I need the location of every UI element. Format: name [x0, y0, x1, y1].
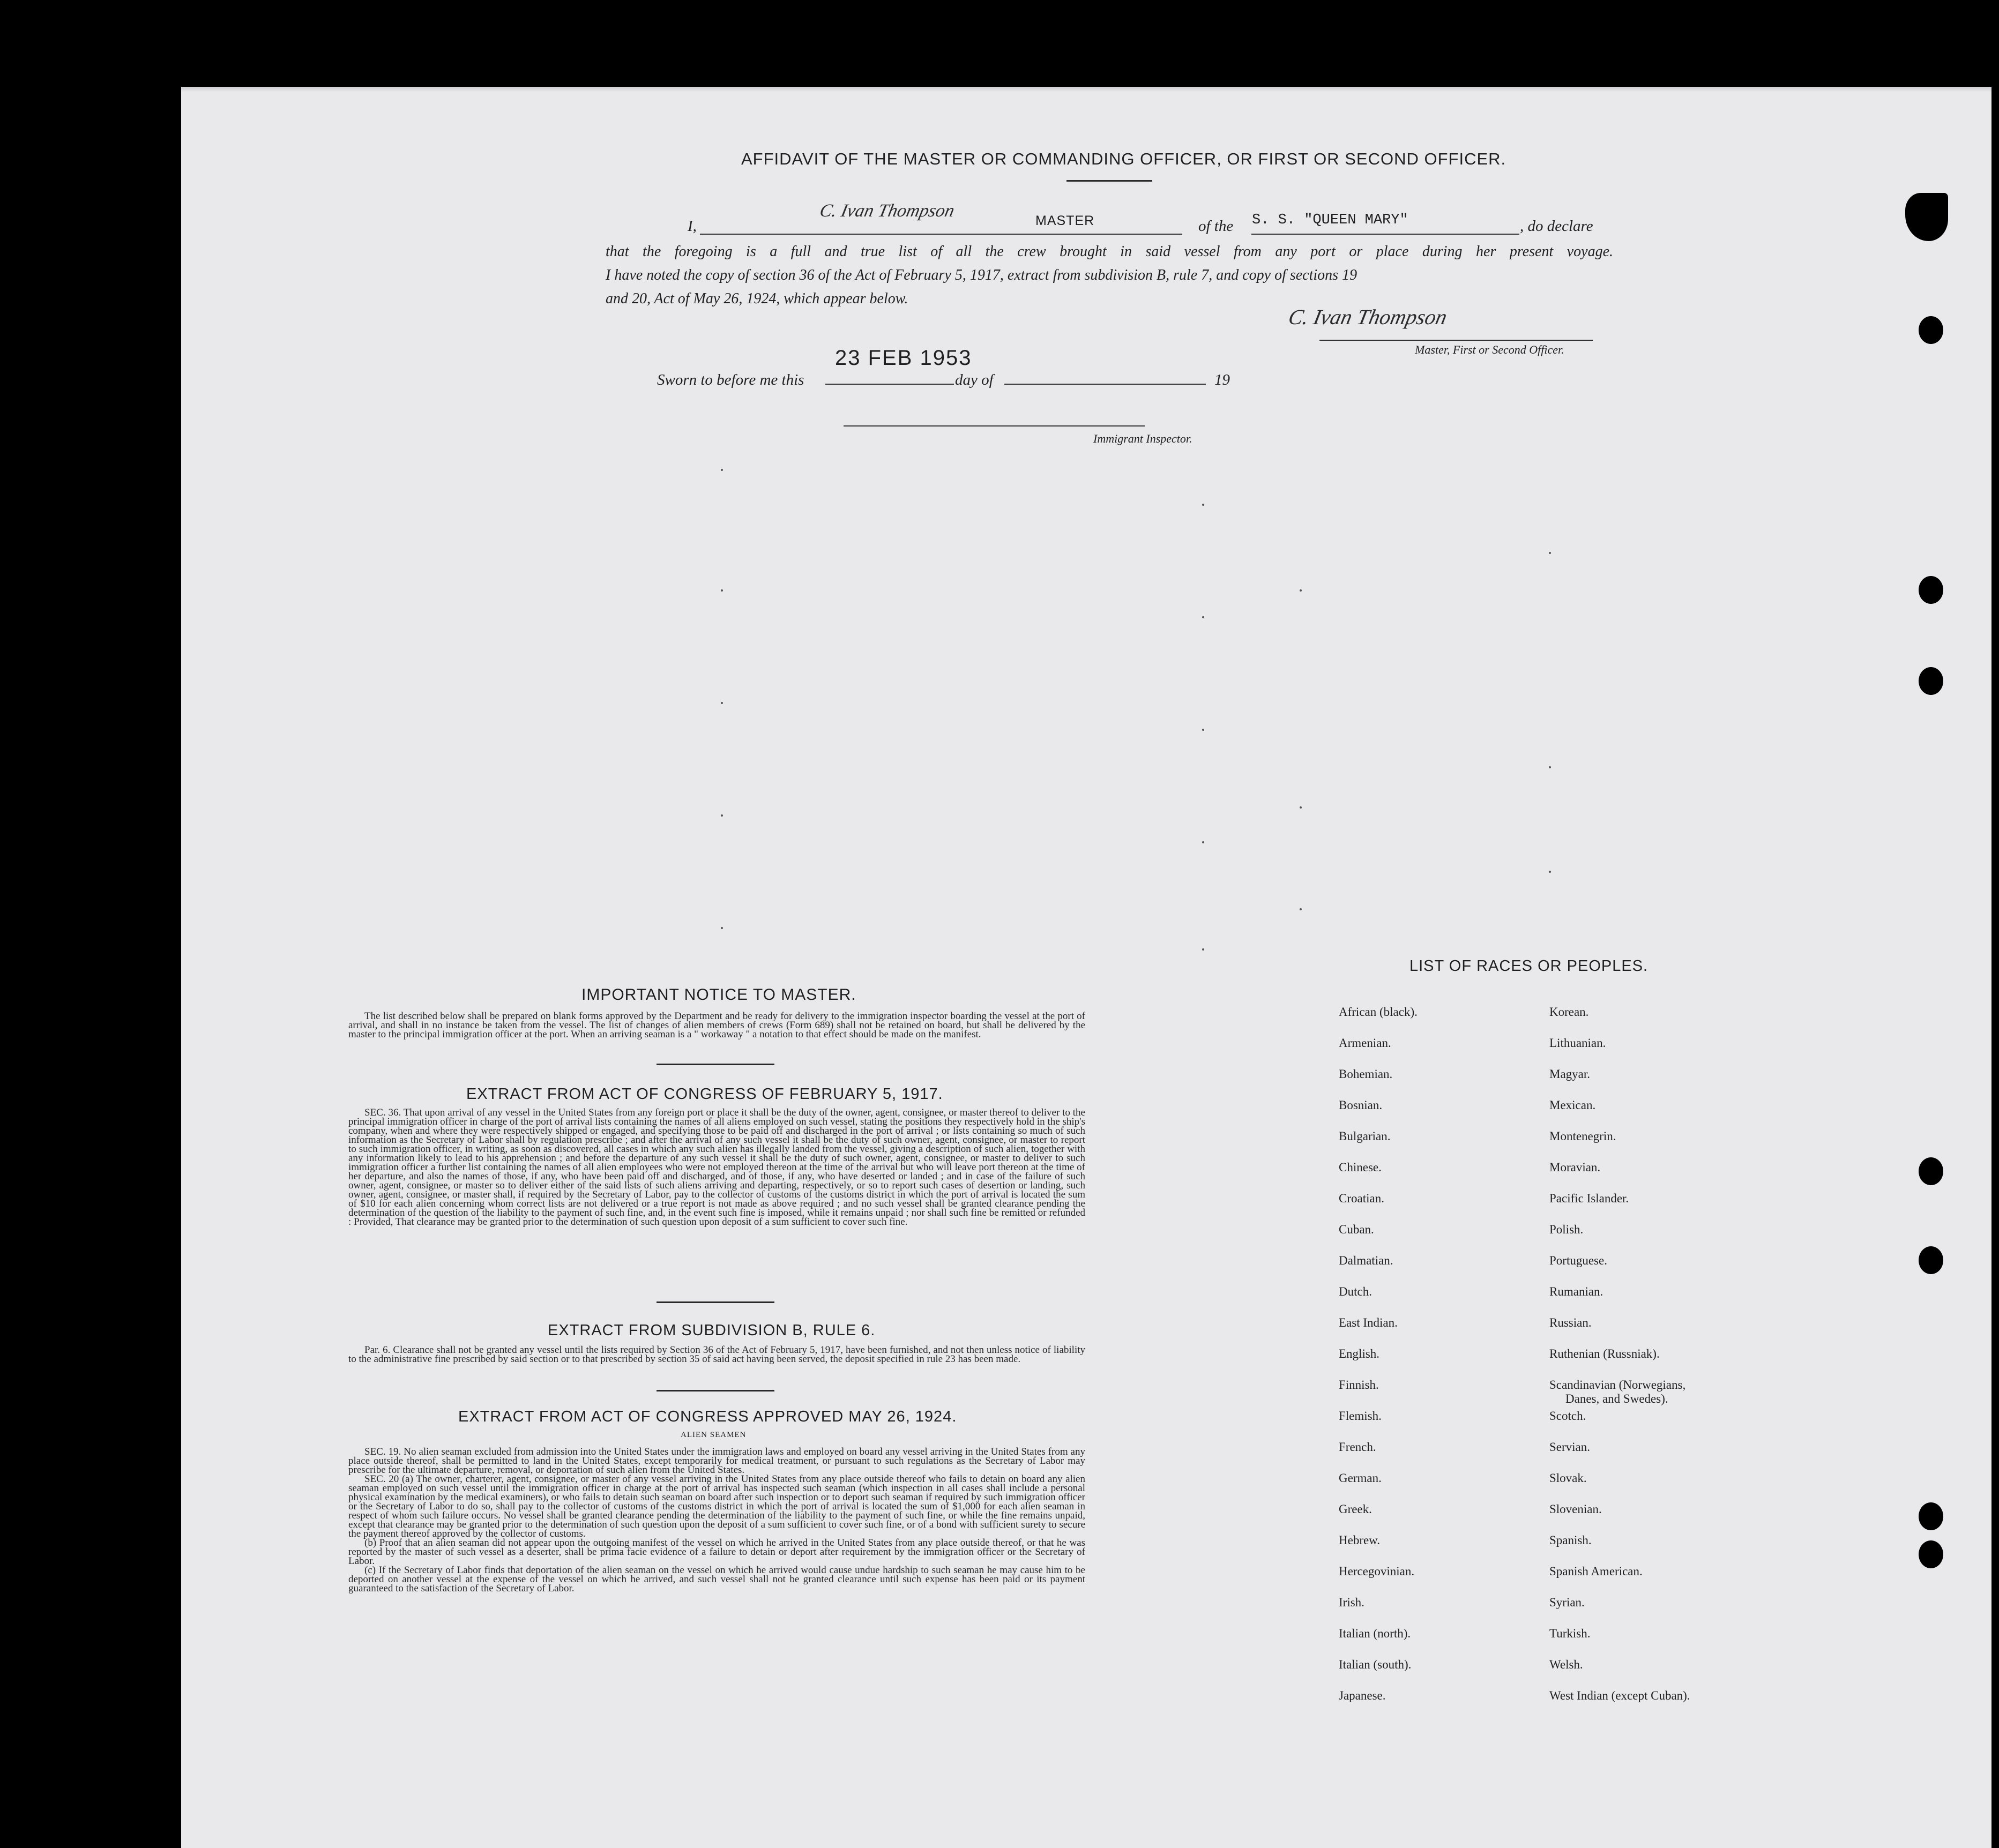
rule6-body [348, 1345, 1085, 1364]
race-item: Armenian. [1339, 1036, 1391, 1050]
race-item: Servian. [1549, 1440, 1591, 1454]
race-item: Lithuanian. [1549, 1036, 1606, 1050]
race-item: Russian. [1549, 1316, 1592, 1329]
affidavit-line-3: and 20, Act of May 26, 1924, which appear below. [606, 290, 908, 307]
race-item: Scotch. [1549, 1409, 1586, 1423]
column-mark [1300, 908, 1302, 910]
race-item: Dalmatian. [1339, 1254, 1393, 1267]
column-mark [721, 927, 723, 929]
column-mark [1549, 766, 1551, 768]
extract-1917-rule [657, 1301, 774, 1303]
column-mark [721, 589, 723, 592]
punch-hole [1919, 1502, 1943, 1530]
inspector-caption: Immigrant Inspector. [1093, 432, 1192, 445]
punch-hole [1919, 667, 1943, 695]
race-item: East Indian. [1339, 1316, 1398, 1329]
column-mark [1300, 806, 1302, 809]
race-item: Scandinavian (Norwegians, [1549, 1378, 1686, 1391]
race-item: Japanese. [1339, 1689, 1386, 1702]
affidavit-line-2: I have noted the copy of section 36 of the Act of February 5, 1917, extract from subdivision B, rule 7, and copy of sections 19 [606, 267, 1357, 283]
vessel-typed: S. S. "QUEEN MARY" [1252, 212, 1408, 228]
extract-1917-title: EXTRACT FROM ACT OF CONGRESS OF FEBRUARY 5, 1917. [466, 1086, 943, 1103]
extract-1917-body [348, 1108, 1085, 1226]
column-mark [1202, 948, 1204, 951]
paragraph-6-text: Par. 6. Clearance shall not be granted any vessel until the lists required by Section 36 of the Act of February 5, 1917, have been furnished, and not then unless notice of liability to the administrative fine prescribed by said section or to that prescribed by section 35 of said act having been served, the deposit specified in rule 23 has been made. [348, 1344, 1085, 1365]
section-20c-text: (c) If the Secretary of Labor finds that deportation of the alien seaman on the vessel on which he arrived would cause undue hardship to such seaman he may cause him to be deported on another vessel at the expense of the vessel on which he arrived, and such vessel shall not be granted clearance until such expense has been paid or its payment guaranteed to the satisfaction of the Secretary of Labor. [348, 1565, 1085, 1594]
race-item: Bulgarian. [1339, 1129, 1391, 1143]
affidavit-title: AFFIDAVIT OF THE MASTER OR COMMANDING OFFICER, OR FIRST OR SECOND OFFICER. [741, 149, 1506, 168]
race-item: Korean. [1549, 1005, 1589, 1019]
rank-typed: MASTER [1035, 213, 1095, 228]
race-item: African (black). [1339, 1005, 1418, 1019]
notice-title: IMPORTANT NOTICE TO MASTER. [581, 986, 856, 1004]
notice-text: The list described below shall be prepared on blank forms approved by the Department and be ready for delivery to the immigration inspector boarding the vessel at the port of arrival, and shall in no instance be taken from the vessel. The list of changes of alien members of crews (Form 689) shall not be retained on board, but shall be delivered by the master to the principal immigration officer at the port. When an arriving seaman is a " workaway " a notation to that effect should be made on the manifest. [348, 1011, 1085, 1040]
race-item: Italian (north). [1339, 1627, 1411, 1640]
section-20a-text: SEC. 20 (a) The owner, charterer, agent, consignee, or master of any vessel arriving in the United States from any place outside thereof who fails to detain on board any alien seaman employed on such vessel until the immigration officer in charge at the port of arrival has inspected such seaman (which inspection in all cases shall include a personal physical examination by the medical examiners), or who fails to detain such seaman on board after such inspection or to deport such seaman if required by such immigration officer or the Secretary of Labor to do so, shall pay to the collector of customs of the customs district in which the port of arrival is located the sum of $1,000 for each alien seaman in respect of whom such failure occurs. No vessel shall be granted clearance pending the determination of the liability to the payment of such fine, or while the fine remains unpaid, except that clearance may be granted prior to the determination of such question upon the deposit of a sum sufficient to cover such fine, or of a bond with sufficient surety to secure the payment thereof approved by the collector of customs. [348, 1473, 1085, 1539]
date-stamp: 23 FEB 1953 [835, 346, 972, 370]
races-left-column [1339, 1005, 1418, 1720]
race-item: Turkish. [1549, 1627, 1591, 1640]
race-item: Spanish. [1549, 1533, 1592, 1547]
section-36-text: SEC. 36. That upon arrival of any vessel in the United States from any foreign port or place it shall be the duty of the owner, agent, consignee, or master thereof to deliver to the principal immigration officer in charge of the port of arrival lists containing the names of all aliens employed on such vessel, stating the positions they respectively hold in the ship's company, when and where they were respectively shipped or engaged, and specifying those to be paid off and discharged in the port of arrival ; or lists containing so much of such information as the Secretary of Labor shall by regulation prescribe ; and after the arrival of any such vessel it shall be the duty of such owner, agent, consignee, or master to report to such immigration officer, in writing, as soon as discovered, all cases in which any such alien has illegally landed from the vessel, giving a description of such alien, together with any information likely to lead to his apprehension ; and before the departure of any such vessel it shall be the duty of such owner, agent, consignee, or master to deliver to such immigration officer a further list containing the names of all alien employees who were not employed thereon at the time of the arrival but who will leave port thereon at the time of her departure, and also the names of those, if any, who have been paid off and discharged, and of those, if any, who have deserted or landed ; and in case of the failure of such owner, agent, consignee, or master so to deliver either of the said lists of such aliens arriving and departing, respectively, or so to report such cases of desertion or landing, such owner, agent, consignee, or master shall, if required by the Secretary of Labor, pay to the collector of customs of the customs district in which the port of arrival is located the sum of $10 for each alien concerning whom correct lists are not delivered or a true report is not made as above required ; and no such vessel shall be granted clearance pending the determination of the question of the liability to the payment of such fine, and, in the event such fine is imposed, while it remains unpaid ; nor shall such fine be remitted or refunded : Provided, That clearance may be granted prior to the determination of such question upon deposit of a sum sufficient to cover such fine. [348, 1107, 1085, 1228]
race-item: Hercegovinian. [1339, 1565, 1415, 1578]
signature-line [1319, 340, 1593, 341]
race-item: Montenegrin. [1549, 1129, 1616, 1143]
race-item: Bosnian. [1339, 1098, 1383, 1112]
scan-edge [181, 87, 1991, 92]
race-item: Chinese. [1339, 1161, 1382, 1174]
rule6-rule [657, 1390, 774, 1391]
vessel-blank [1251, 234, 1519, 235]
race-item: Slovenian. [1549, 1502, 1602, 1516]
title-rule [1066, 180, 1152, 182]
column-mark [1300, 589, 1302, 592]
punch-hole [1919, 1157, 1943, 1185]
section-19-text: SEC. 19. No alien seaman excluded from admission into the United States under the immigration laws and employed on board any vessel arriving in the United States from any place outside thereof, shall be permitted to land in the United States, except temporarily for medical treatment, or pursuant to such regulations as the Secretary of Labor may prescribe for the ultimate departure, removal, or deportation of such alien from the United States. [348, 1446, 1085, 1476]
race-item: Cuban. [1339, 1223, 1374, 1236]
signature-caption: Master, First or Second Officer. [1415, 343, 1564, 356]
signature-handwritten: C. Ivan Thompson [1286, 305, 1450, 329]
race-item: Ruthenian (Russniak). [1549, 1347, 1660, 1360]
race-item: Flemish. [1339, 1409, 1382, 1423]
punch-hole [1919, 1246, 1943, 1274]
sworn-month-blank [1004, 384, 1206, 385]
column-mark [721, 814, 723, 817]
punch-hole [1919, 1540, 1943, 1568]
section-20b-text: (b) Proof that an alien seaman did not appear upon the outgoing manifest of the vessel on which he arrived in the United States from any place outside thereof, or that he was reported by the master of such vessel as a deserter, shall be prima facie evidence of a failure to detain or deport after requirement by the immigration officer or the Secretary of Labor. [348, 1537, 1085, 1567]
race-item: Pacific Islander. [1549, 1192, 1629, 1205]
inspector-line [844, 425, 1145, 427]
column-mark [721, 469, 723, 471]
races-title: LIST OF RACES OR PEOPLES. [1409, 957, 1649, 975]
race-item: Moravian. [1549, 1161, 1601, 1174]
race-item: Italian (south). [1339, 1658, 1412, 1671]
race-item: Welsh. [1549, 1658, 1583, 1671]
race-item: Magyar. [1549, 1067, 1591, 1081]
races-right-column [1549, 1005, 1690, 1720]
race-item: West Indian (except Cuban). [1549, 1689, 1690, 1702]
column-mark [1202, 729, 1204, 731]
race-item: Dutch. [1339, 1285, 1372, 1298]
extract-1924-title: EXTRACT FROM ACT OF CONGRESS APPROVED MAY 26, 1924. [458, 1408, 957, 1425]
do-declare: , do declare [1520, 218, 1593, 235]
column-mark [1202, 841, 1204, 843]
column-mark [1549, 552, 1551, 554]
punch-hole [1919, 316, 1943, 344]
race-item: Bohemian. [1339, 1067, 1393, 1081]
sworn-prefix: Sworn to before me this [657, 371, 804, 388]
race-item: Mexican. [1549, 1098, 1596, 1112]
column-mark [1202, 616, 1204, 618]
year-prefix: 19 [1214, 371, 1230, 388]
notice-body [348, 1012, 1085, 1039]
alien-seamen-subtitle: ALIEN SEAMEN [681, 1431, 747, 1439]
signer-name-blank [700, 234, 1182, 235]
column-mark [1549, 871, 1551, 873]
rule6-title: EXTRACT FROM SUBDIVISION B, RULE 6. [548, 1322, 876, 1339]
affidavit-line-1: that the foregoing is a full and true list of all the crew brought in said vessel from any port or place during her present voyage. [606, 243, 1613, 260]
race-item: Syrian. [1549, 1596, 1585, 1609]
race-item: Rumanian. [1549, 1285, 1603, 1298]
race-item: Portuguese. [1549, 1254, 1607, 1267]
column-mark [721, 702, 723, 704]
of-the: of the [1198, 218, 1234, 235]
extract-1924-body [348, 1447, 1085, 1593]
race-item: Croatian. [1339, 1192, 1384, 1205]
signer-name-handwritten: C. Ivan Thompson [818, 201, 957, 221]
day-of: day of [955, 371, 994, 388]
race-item: Greek. [1339, 1502, 1372, 1516]
sworn-day-blank [825, 384, 954, 385]
race-item: French. [1339, 1440, 1376, 1454]
race-item: Spanish American. [1549, 1565, 1643, 1578]
race-item: German. [1339, 1471, 1382, 1485]
race-item: Slovak. [1549, 1471, 1587, 1485]
i-prefix: I, [688, 218, 697, 235]
race-item: English. [1339, 1347, 1380, 1360]
punch-hole [1919, 576, 1943, 604]
race-item: Polish. [1549, 1223, 1584, 1236]
race-item: Finnish. [1339, 1378, 1379, 1391]
race-item: Hebrew. [1339, 1533, 1381, 1547]
race-item-continuation: Danes, and Swedes). [1565, 1392, 1668, 1405]
column-mark [1202, 504, 1204, 506]
notice-rule [657, 1064, 774, 1065]
race-item: Irish. [1339, 1596, 1364, 1609]
